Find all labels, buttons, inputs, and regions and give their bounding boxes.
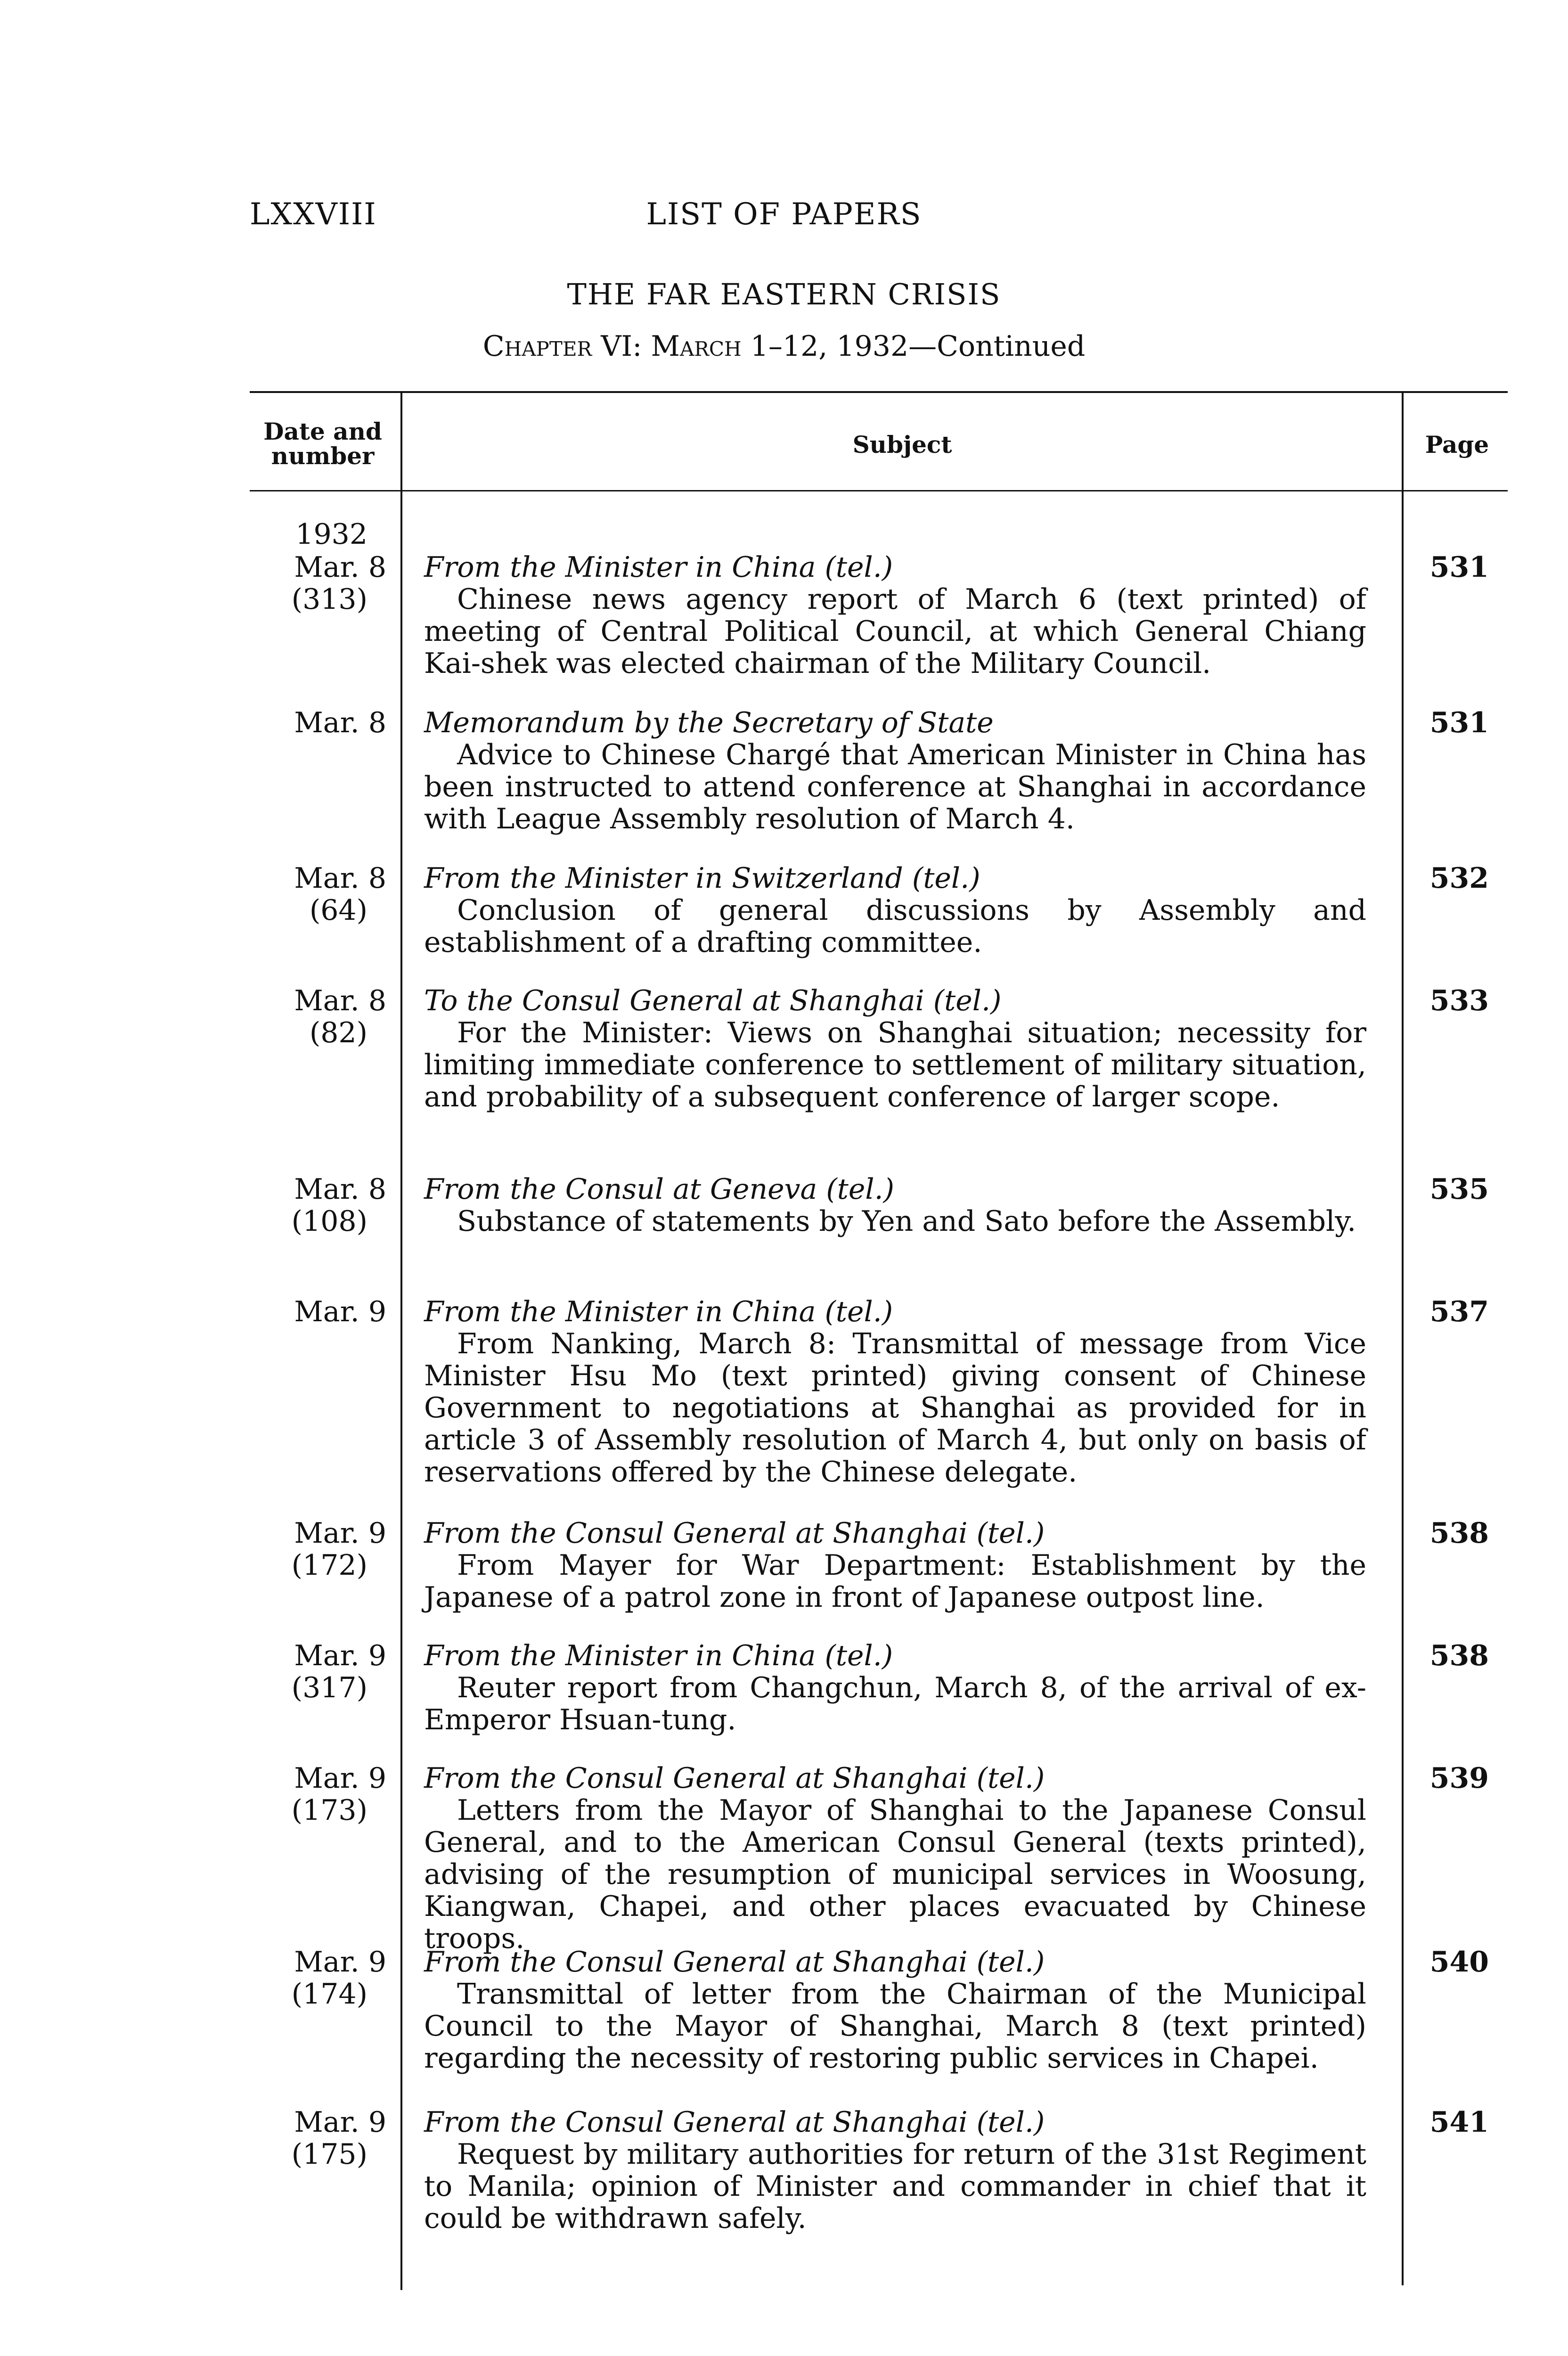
chapter-month: March [651,330,742,363]
row-date-text: Mar. 9 [294,1295,386,1328]
row-correspondent: Memorandum by the Secretary of State [424,706,994,739]
row-correspondent: From the Consul General at Shanghai (tel.) [424,1946,1045,1979]
row-page-number: 531 [1429,706,1489,739]
row-date-text: Mar. 9 [294,1517,386,1550]
row-telegram-number: (313) [291,583,368,616]
row-date [250,862,386,926]
row-date-text: Mar. 9 [294,2106,386,2139]
page-column-rule [1402,391,1404,2285]
row-page-number: 541 [1429,2106,1489,2139]
row-subject [424,551,1366,679]
row-page-number: 532 [1429,862,1489,895]
row-subject [424,862,1366,958]
section-title: THE FAR EASTERN CRISIS [567,277,1001,311]
row-description: Transmittal of letter from the Chairman of the Municipal Council to the Mayor of Shanghai, March 8 (text printed) regarding the necessity of restoring public services in Chapei. [424,1978,1366,2075]
row-correspondent: From the Consul General at Shanghai (tel.) [424,2106,1045,2139]
year-label: 1932 [295,518,368,551]
row-correspondent: From the Minister in Switzerland (tel.) [424,862,980,895]
row-date [250,1640,386,1704]
row-date [250,1296,386,1328]
row-subject [424,985,1366,1113]
row-date [250,1517,386,1581]
row-description: For the Minister: Views on Shanghai situation; necessity for limiting immediate conference to settlement of military situation, and probability of a subsequent conference of larger scope. [424,1016,1366,1113]
table-top-rule [250,391,1508,393]
row-subject [424,1762,1366,1955]
row-subject [424,2106,1366,2234]
row-subject [424,1517,1366,1613]
row-subject [424,1296,1366,1488]
row-description: Conclusion of general discussions by Assembly and establishment of a drafting committee. [424,894,1366,959]
row-telegram-number: (82) [309,1016,368,1049]
column-header-subject: Subject [852,431,952,458]
chapter-heading: Chapter VI: March 1–12, 1932—Continued [482,330,1086,363]
row-date [250,1946,386,2010]
row-date-text: Mar. 9 [294,1639,386,1672]
row-telegram-number: (317) [291,1671,368,1704]
row-correspondent: From the Consul General at Shanghai (tel.) [424,1762,1045,1795]
row-description: Request by military authorities for return of the 31st Regiment to Manila; opinion of Minister and commander in chief that it could be withdrawn safely. [424,2138,1366,2235]
row-description: Substance of statements by Yen and Sato before the Assembly. [457,1205,1356,1238]
row-page-number: 535 [1429,1173,1489,1206]
row-date [250,1762,386,1826]
row-correspondent: To the Consul General at Shanghai (tel.) [424,984,1002,1017]
row-date-text: Mar. 8 [294,551,386,584]
row-page-number: 539 [1429,1762,1489,1795]
row-page-number: 531 [1429,551,1489,584]
row-description: Reuter report from Changchun, March 8, of the arrival of ex-Emperor Hsuan-tung. [424,1671,1366,1736]
row-telegram-number: (172) [291,1549,368,1582]
row-date [250,1173,386,1237]
row-telegram-number: (173) [291,1794,368,1827]
row-page-number: 540 [1429,1946,1489,1979]
row-subject [424,1173,1366,1237]
row-date-text: Mar. 8 [294,706,386,739]
header-bottom-rule [250,490,1508,491]
chapter-numeral: VI [601,330,633,363]
row-page-number: 538 [1429,1639,1489,1672]
row-telegram-number: (174) [291,1978,368,2011]
row-date [250,2106,386,2170]
column-header-date: Date and number [263,417,382,470]
row-correspondent: From the Minister in China (tel.) [424,1639,893,1672]
row-page-number: 538 [1429,1517,1489,1550]
row-correspondent: From the Consul at Geneva (tel.) [424,1173,895,1206]
row-description: From Mayer for War Department: Establishment by the Japanese of a patrol zone in front of Japanese outpost line. [424,1549,1366,1614]
chapter-dates: 1–12, 1932—Continued [750,330,1086,363]
chapter-label: Chapter [482,330,592,363]
row-correspondent: From the Consul General at Shanghai (tel.) [424,1517,1045,1550]
row-description: From Nanking, March 8: Transmittal of message from Vice Minister Hsu Mo (text printed) giving consent of Chinese Government to negotiations at Shanghai as provided for in article 3 of Assembly resolution of March 4, but only on basis of reservations offered by the Chinese delegate. [424,1327,1366,1489]
row-subject [424,1946,1366,2074]
papers-table [250,391,1508,2290]
row-telegram-number: (108) [291,1205,368,1238]
row-description: Letters from the Mayor of Shanghai to the Japanese Consul General, and to the American Consul General (texts printed), advising of the resumption of municipal services in Woosung, Kiangwan, Chapei, and other places evacuated by Chinese troops. [424,1794,1366,1955]
column-header-page: Page [1425,431,1489,458]
subject-column-rule [400,391,402,2290]
row-telegram-number: (175) [291,2138,368,2171]
row-date-text: Mar. 8 [294,862,386,895]
row-date-text: Mar. 8 [294,984,386,1017]
row-description: Advice to Chinese Chargé that American Minister in China has been instructed to attend conference at Shanghai in accordance with League Assembly resolution of March 4. [424,738,1366,835]
page-number: LXXVIII [250,197,377,232]
row-page-number: 533 [1429,984,1489,1017]
row-telegram-number: (64) [309,894,368,927]
row-date [250,985,386,1049]
row-correspondent: From the Minister in China (tel.) [424,1295,893,1328]
row-description: Chinese news agency report of March 6 (text printed) of meeting of Central Political Council, at which General Chiang Kai-shek was elected chairman of the Military Council. [424,583,1366,680]
row-page-number: 537 [1429,1295,1489,1328]
row-date-text: Mar. 9 [294,1762,386,1795]
row-subject [424,1640,1366,1736]
row-date-text: Mar. 9 [294,1946,386,1979]
row-subject [424,707,1366,835]
row-correspondent: From the Minister in China (tel.) [424,551,893,584]
row-date-text: Mar. 8 [294,1173,386,1206]
row-date [250,707,386,739]
row-date [250,551,386,615]
running-title: LIST OF PAPERS [646,197,922,232]
